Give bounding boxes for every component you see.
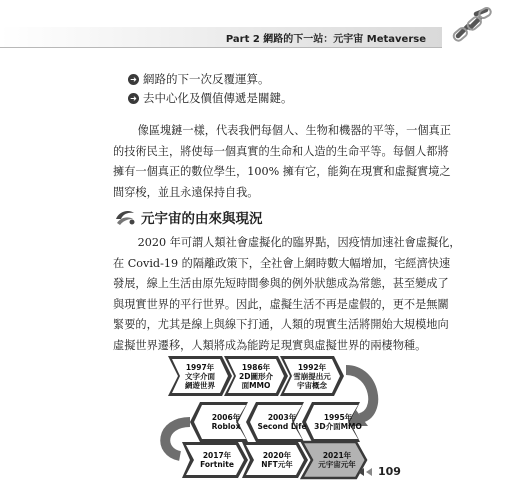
timeline-node-line: 1986年 — [241, 362, 271, 372]
timeline-node — [308, 402, 368, 442]
timeline-node-line: Roblox — [211, 422, 241, 431]
paragraph-line: 虛擬世界遷移，人類將成為能跨足現實與虛擬世界的兩棲物種。 — [113, 338, 427, 352]
paragraph-line: 像區塊鏈一樣，代表我們每個人、生物和機器的平等，一個真正 — [137, 124, 451, 137]
arrow-bullet-icon: ➜ — [128, 93, 139, 104]
timeline-node — [252, 402, 312, 442]
timeline-node-line: 面MMO — [241, 380, 271, 390]
timeline-node — [247, 440, 307, 480]
chain-link-icon — [450, 6, 494, 46]
page-ornament-icon — [356, 466, 376, 478]
timeline-node — [196, 402, 256, 442]
timeline-node-line: 1995年 — [323, 413, 353, 422]
running-header-title: Part 2 網路的下一站：元宇宙 Metaverse — [225, 34, 426, 45]
arrow-bullet-icon: ➜ — [128, 74, 139, 85]
timeline-node-line: 宇宙概念 — [297, 380, 327, 390]
bullet-text: 網路的下一次反覆運算。 — [143, 72, 270, 86]
body-paragraph — [113, 121, 451, 203]
timeline-node-line: 2020年 — [262, 451, 292, 460]
timeline-node-line: 1992年 — [297, 362, 327, 372]
timeline-node-line: 元宇宙元年 — [318, 460, 356, 469]
timeline-node-line: 2021年 — [322, 451, 352, 460]
timeline-node-line: Second Life — [257, 422, 307, 431]
bullet-text: 去中心化及價值傳遞是關鍵。 — [143, 91, 293, 105]
paragraph-line: 的技術民主，將使每一個真實的生命和人造的生命平等。每個人都將 — [113, 144, 449, 158]
timeline-node-line: 2D圖形介 — [239, 371, 273, 381]
body-paragraph — [113, 233, 461, 356]
timeline-node-line: 1997年 — [185, 362, 215, 372]
running-header — [0, 27, 442, 48]
timeline-node-line: 2003年 — [267, 413, 297, 422]
paragraph-line: 與現實世界的平行世界。因此，虛擬生活不再是虛假的，更不是無關 — [113, 297, 449, 311]
timeline-node-line: 2017年 — [202, 451, 232, 460]
paragraph-line: 在 Covid-19 的隔離政策下，全社會上網時數大幅增加，宅經濟快速 — [113, 256, 451, 270]
timeline-node-line: 2006年 — [211, 413, 241, 422]
section-heading — [113, 207, 263, 227]
bullet-item — [128, 71, 270, 87]
timeline-node-line: Fortnite — [200, 460, 234, 469]
timeline-node-line: 網遊世界 — [185, 380, 215, 390]
paragraph-line: 2020 年可謂人類社會虛擬化的臨界點，因疫情加速社會虛擬化， — [137, 236, 461, 249]
swirl-heading-icon — [113, 207, 137, 227]
timeline-node — [226, 356, 286, 396]
bullet-item — [128, 90, 293, 106]
paragraph-line: 擁有一個真正的數位學生，100% 擁有它，能夠在現實和虛擬實境之 — [113, 165, 451, 178]
page-number: 109 — [378, 465, 401, 478]
section-title: 元宇宙的由來與現況 — [141, 211, 263, 227]
paragraph-line: 發展，線上生活由原先短時間參與的例外狀態成為常態，甚至變成了 — [113, 277, 449, 290]
timeline-node-line: 3D介面MMO — [314, 422, 362, 431]
timeline-node — [282, 356, 342, 396]
timeline-node-line: NFT元年 — [261, 460, 293, 469]
paragraph-line: 緊要的，尤其是線上與線下打通，人類的現實生活將開始大規模地向 — [113, 318, 449, 331]
paragraph-line: 間穿梭，並且永遠保持自我。 — [113, 185, 259, 199]
timeline-node-line: 雪崩提出元 — [293, 371, 331, 381]
timeline-node — [170, 356, 230, 396]
timeline-node-line: 文字介面 — [185, 371, 215, 381]
timeline-node — [187, 440, 247, 480]
